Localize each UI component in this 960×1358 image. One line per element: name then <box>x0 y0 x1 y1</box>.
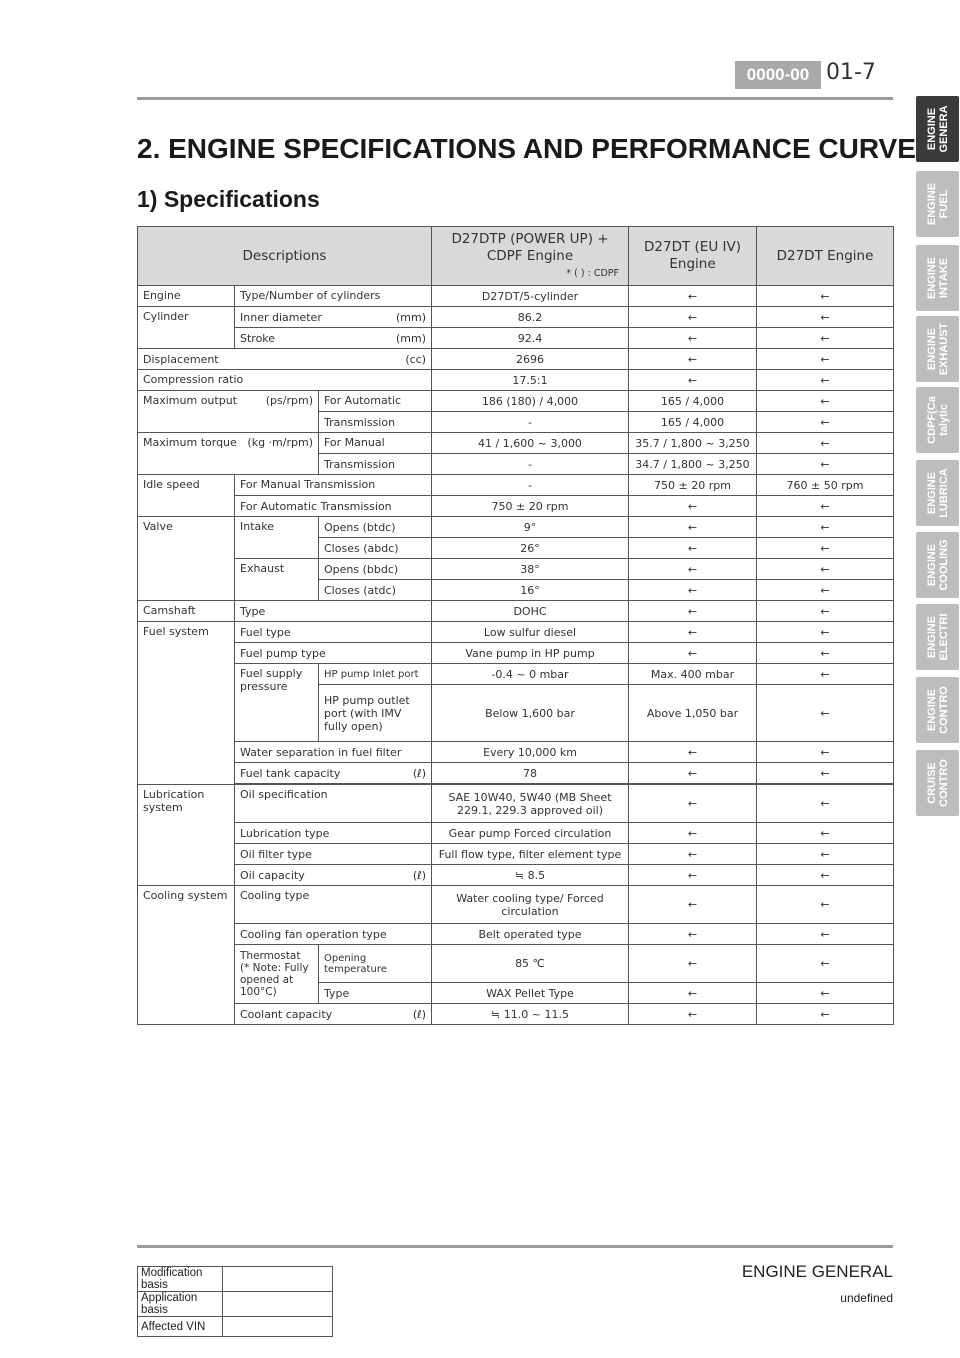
value-cell: - <box>432 412 629 433</box>
same-arrow: ← <box>757 924 894 945</box>
same-arrow: ← <box>757 496 894 517</box>
row-item: For Automatic <box>319 391 432 412</box>
value-cell: Vane pump in HP pump <box>432 643 629 664</box>
row-label: Cylinder <box>138 307 235 349</box>
side-tab-cdpf[interactable]: CDPF(Ca talytic <box>916 387 959 453</box>
mod-label: Application basis <box>138 1292 223 1317</box>
header-descriptions: Descriptions <box>138 227 432 286</box>
mod-label: Affected VIN <box>138 1317 223 1337</box>
same-arrow: ← <box>629 496 757 517</box>
row-item: Cooling fan operation type <box>235 924 432 945</box>
table-row <box>138 349 894 370</box>
row-item: For Manual Transmission <box>235 475 432 496</box>
row-item: Oil specification <box>235 785 432 823</box>
header-divider <box>137 97 893 100</box>
same-arrow: ← <box>757 559 894 580</box>
same-arrow: ← <box>757 412 894 433</box>
row-item: Type <box>235 601 432 622</box>
value-cell: Below 1,600 bar <box>432 685 629 742</box>
same-arrow: ← <box>629 1004 757 1025</box>
same-arrow: ← <box>629 742 757 763</box>
table-row <box>138 924 894 945</box>
modification-table <box>137 1266 333 1337</box>
row-subitem: Closes (abdc) <box>319 538 432 559</box>
same-arrow: ← <box>757 454 894 475</box>
row-label: Lubrication system <box>138 785 235 886</box>
same-arrow: ← <box>629 886 757 924</box>
table-row <box>138 433 894 454</box>
mod-row <box>138 1317 333 1337</box>
value-cell: -0.4 ~ 0 mbar <box>432 664 629 685</box>
same-arrow: ← <box>757 742 894 763</box>
table-row <box>138 1004 894 1025</box>
mod-label: Modification basis <box>138 1267 223 1292</box>
row-label: Engine <box>138 286 235 307</box>
row-label: Compression ratio <box>138 370 432 391</box>
same-arrow: ← <box>629 328 757 349</box>
row-item: Fuel tank capacity (ℓ) <box>235 763 432 784</box>
row-subitem: Opens (bbdc) <box>319 559 432 580</box>
value-cell: WAX Pellet Type <box>432 983 629 1004</box>
row-item: Intake <box>235 517 319 559</box>
value-cell: ≒ 8.5 <box>432 865 629 886</box>
value-cell: 34.7 / 1,800 ~ 3,250 <box>629 454 757 475</box>
same-arrow: ← <box>629 785 757 823</box>
same-arrow: ← <box>757 601 894 622</box>
value-cell: 78 <box>432 763 629 784</box>
mod-value <box>223 1267 333 1292</box>
page-title: 2. ENGINE SPECIFICATIONS AND PERFORMANCE CURVE <box>137 133 916 164</box>
row-item: Cooling type <box>235 886 432 924</box>
row-subitem: Type <box>319 983 432 1004</box>
same-arrow: ← <box>757 886 894 924</box>
table-row <box>138 496 894 517</box>
same-arrow: ← <box>629 763 757 784</box>
row-item: Coolant capacity (ℓ) <box>235 1004 432 1025</box>
section-subtitle: 1) Specifications <box>137 186 320 212</box>
row-item: Fuel supply pressure <box>235 664 319 742</box>
row-subitem: HP pump Inlet port <box>319 664 432 685</box>
value-cell: 9° <box>432 517 629 538</box>
row-item: Transmission <box>319 412 432 433</box>
same-arrow: ← <box>757 785 894 823</box>
section-code-badge: 0000-00 <box>735 61 821 89</box>
table-row <box>138 763 894 784</box>
same-arrow: ← <box>629 286 757 307</box>
same-arrow: ← <box>757 1004 894 1025</box>
row-label: Idle speed <box>138 475 235 517</box>
same-arrow: ← <box>757 983 894 1004</box>
footer-subtitle: undefined <box>840 1291 893 1305</box>
same-arrow: ← <box>757 286 894 307</box>
value-cell: 26° <box>432 538 629 559</box>
row-label: Cooling system <box>138 886 235 1025</box>
row-label: Displacement (cc) <box>138 349 432 370</box>
same-arrow: ← <box>629 601 757 622</box>
value-cell: Gear pump Forced circulation <box>432 823 629 844</box>
value-cell: Above 1,050 bar <box>629 685 757 742</box>
row-item: Type/Number of cylinders <box>235 286 432 307</box>
value-cell: Belt operated type <box>432 924 629 945</box>
row-label: Maximum torque (kg ·m/rpm) <box>138 433 319 475</box>
header-d27dtp: D27DTP (POWER UP) + CDPF Engine * ( ) : CDPF <box>432 227 629 286</box>
header-d27dt: D27DT Engine <box>757 227 894 286</box>
cdpf-note: * ( ) : CDPF <box>566 267 619 279</box>
row-item: Oil filter type <box>235 844 432 865</box>
row-item: Stroke (mm) <box>235 328 432 349</box>
value-cell: 2696 <box>432 349 629 370</box>
side-tab-cruise-control[interactable]: CRUISE CONTRO <box>916 750 959 816</box>
side-tab-engine-general[interactable]: ENGINE GENERA <box>916 96 959 162</box>
row-item: Lubrication type <box>235 823 432 844</box>
value-cell: 38° <box>432 559 629 580</box>
row-label: Valve <box>138 517 235 601</box>
footer-section-title: ENGINE GENERAL <box>741 1262 893 1281</box>
table-row <box>138 742 894 763</box>
row-subitem: HP pump outlet port (with IMV fully open) <box>319 685 432 742</box>
value-cell: 85 ℃ <box>432 945 629 983</box>
row-subitem: Opens (btdc) <box>319 517 432 538</box>
table-row <box>138 865 894 886</box>
same-arrow: ← <box>629 559 757 580</box>
same-arrow: ← <box>629 865 757 886</box>
value-cell: 16° <box>432 580 629 601</box>
table-row <box>138 886 894 924</box>
value-cell: - <box>432 454 629 475</box>
same-arrow: ← <box>757 349 894 370</box>
table-row <box>138 370 894 391</box>
table-row <box>138 844 894 865</box>
row-label: Camshaft <box>138 601 235 622</box>
same-arrow: ← <box>757 580 894 601</box>
row-item: Water separation in fuel filter <box>235 742 432 763</box>
side-tab-engine-cooling[interactable]: ENGINE COOLING <box>916 532 959 598</box>
side-tab-engine-electrical[interactable]: ENGINE ELECTRI <box>916 604 959 670</box>
row-label: Maximum output (ps/rpm) <box>138 391 319 433</box>
value-cell: - <box>432 475 629 496</box>
row-subitem: Opening temperature <box>319 945 432 983</box>
same-arrow: ← <box>757 391 894 412</box>
engine-spec-table <box>137 226 894 1025</box>
mod-row <box>138 1267 333 1292</box>
value-cell: 750 ± 20 rpm <box>629 475 757 496</box>
value-cell: 186 (180) / 4,000 <box>432 391 629 412</box>
row-item: Inner diameter (mm) <box>235 307 432 328</box>
same-arrow: ← <box>629 945 757 983</box>
footer-divider <box>137 1245 893 1248</box>
same-arrow: ← <box>757 844 894 865</box>
side-tab-engine-fuel[interactable]: ENGINE FUEL <box>916 171 959 237</box>
same-arrow: ← <box>757 517 894 538</box>
row-item: Exhaust <box>235 559 319 601</box>
value-cell: Every 10,000 km <box>432 742 629 763</box>
value-cell: 41 / 1,600 ~ 3,000 <box>432 433 629 454</box>
same-arrow: ← <box>757 328 894 349</box>
table-row <box>138 307 894 328</box>
same-arrow: ← <box>757 945 894 983</box>
same-arrow: ← <box>629 517 757 538</box>
table-row <box>138 475 894 496</box>
value-cell: 165 / 4,000 <box>629 412 757 433</box>
value-cell: SAE 10W40, 5W40 (MB Sheet 229.1, 229.3 approved oil) <box>432 785 629 823</box>
row-item: Fuel type <box>235 622 432 643</box>
value-cell: ≒ 11.0 ~ 11.5 <box>432 1004 629 1025</box>
same-arrow: ← <box>757 823 894 844</box>
value-cell: Water cooling type/ Forced circulation <box>432 886 629 924</box>
value-cell: 760 ± 50 rpm <box>757 475 894 496</box>
row-item: Fuel pump type <box>235 643 432 664</box>
same-arrow: ← <box>757 622 894 643</box>
table-row <box>138 517 894 538</box>
same-arrow: ← <box>629 823 757 844</box>
table-row <box>138 328 894 349</box>
header-d27dt-eu4: D27DT (EU IV) Engine <box>629 227 757 286</box>
table-row <box>138 785 894 823</box>
same-arrow: ← <box>757 763 894 784</box>
table-row <box>138 286 894 307</box>
mod-value <box>223 1292 333 1317</box>
value-cell: D27DT/5-cylinder <box>432 286 629 307</box>
table-row <box>138 664 894 685</box>
same-arrow: ← <box>757 664 894 685</box>
mod-value <box>223 1317 333 1337</box>
same-arrow: ← <box>757 538 894 559</box>
table-row <box>138 622 894 643</box>
same-arrow: ← <box>629 844 757 865</box>
same-arrow: ← <box>629 983 757 1004</box>
value-cell: DOHC <box>432 601 629 622</box>
value-cell: 750 ± 20 rpm <box>432 496 629 517</box>
value-cell: 17.5:1 <box>432 370 629 391</box>
value-cell: Low sulfur diesel <box>432 622 629 643</box>
value-cell: Max. 400 mbar <box>629 664 757 685</box>
same-arrow: ← <box>629 370 757 391</box>
side-tab-engine-exhaust[interactable]: ENGINE EXHAUST <box>916 316 959 382</box>
same-arrow: ← <box>629 307 757 328</box>
same-arrow: ← <box>757 433 894 454</box>
same-arrow: ← <box>757 685 894 742</box>
value-cell: 165 / 4,000 <box>629 391 757 412</box>
side-tab-engine-control[interactable]: ENGINE CONTRO <box>916 677 959 743</box>
value-cell: 35.7 / 1,800 ~ 3,250 <box>629 433 757 454</box>
row-label: Fuel system <box>138 622 235 785</box>
row-item: For Automatic Transmission <box>235 496 432 517</box>
side-tab-engine-lubrication[interactable]: ENGINE LUBRICA <box>916 460 959 526</box>
table-row <box>138 559 894 580</box>
value-cell: 92.4 <box>432 328 629 349</box>
mod-row <box>138 1292 333 1317</box>
same-arrow: ← <box>629 924 757 945</box>
same-arrow: ← <box>629 643 757 664</box>
value-cell: 86.2 <box>432 307 629 328</box>
same-arrow: ← <box>757 643 894 664</box>
table-row <box>138 601 894 622</box>
same-arrow: ← <box>757 370 894 391</box>
table-row <box>138 823 894 844</box>
row-subitem: Closes (atdc) <box>319 580 432 601</box>
table-header-row <box>138 227 894 286</box>
same-arrow: ← <box>757 307 894 328</box>
row-item: Transmission <box>319 454 432 475</box>
table-row <box>138 643 894 664</box>
side-tab-engine-intake[interactable]: ENGINE INTAKE <box>916 245 959 311</box>
table-row <box>138 391 894 412</box>
same-arrow: ← <box>629 580 757 601</box>
same-arrow: ← <box>629 349 757 370</box>
same-arrow: ← <box>757 865 894 886</box>
row-item: Oil capacity (ℓ) <box>235 865 432 886</box>
value-cell: Full flow type, filter element type <box>432 844 629 865</box>
row-item: Thermostat (* Note: Fully opened at 100°C) <box>235 945 319 1004</box>
table-row <box>138 945 894 983</box>
same-arrow: ← <box>629 538 757 559</box>
page-number: 01-7 <box>826 60 876 85</box>
row-item: For Manual <box>319 433 432 454</box>
same-arrow: ← <box>629 622 757 643</box>
